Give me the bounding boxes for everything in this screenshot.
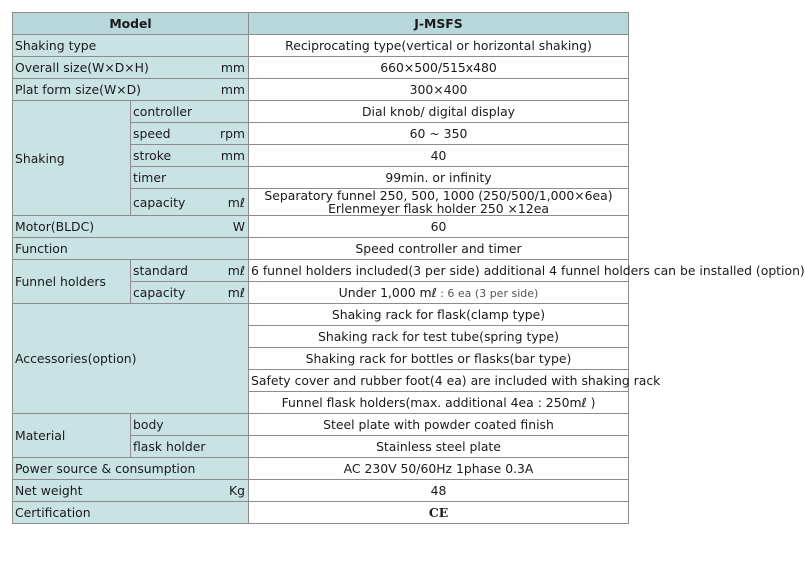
stroke-value: 40 [249, 145, 629, 167]
material-body-row [13, 414, 629, 436]
spec-table [12, 12, 805, 524]
shaking-capacity-label: capacity mℓ [131, 189, 249, 216]
platform-size-label: Plat form size(W×D) mm [13, 79, 249, 101]
certification-value: CE [249, 502, 629, 524]
material-body-value: Steel plate with powder coated finish [249, 414, 629, 436]
model-value: J-MSFS [249, 13, 629, 35]
function-row [13, 238, 629, 260]
shaking-capacity-value: Separatory funnel 250, 500, 1000 (250/500/1,000×6ea) Erlenmeyer flask holder 250 ×12ea [249, 189, 629, 216]
shaking-controller-row [13, 101, 629, 123]
shaking-type-value: Reciprocating type(vertical or horizontal shaking) [249, 35, 629, 57]
shaking-group-label: Shaking [13, 101, 131, 216]
overall-size-label: Overall size(W×D×H) mm [13, 57, 249, 79]
accessory-item: Shaking rack for bottles or flasks(bar type) [249, 348, 629, 370]
certification-label: Certification [13, 502, 249, 524]
controller-value: Dial knob/ digital display [249, 101, 629, 123]
shaking-capacity-unit: mℓ [227, 194, 245, 210]
motor-label: Motor(BLDC) W [13, 216, 249, 238]
material-flask-holder-label: flask holder [131, 436, 249, 458]
net-weight-row [13, 480, 629, 502]
funnel-capacity-value: Under 1,000 mℓ : 6 ea (3 per side) [249, 282, 629, 304]
accessory-item: Shaking rack for test tube(spring type) [249, 326, 629, 348]
accessory-row [13, 304, 629, 326]
funnel-holders-label: Funnel holders [13, 260, 131, 304]
overall-size-unit: mm [220, 60, 245, 75]
platform-size-unit: mm [220, 82, 245, 97]
accessories-label: Accessories(option) [13, 304, 249, 414]
header-row [13, 13, 629, 35]
material-label: Material [13, 414, 131, 458]
stroke-label: stroke mm [131, 145, 249, 167]
function-label: Function [13, 238, 249, 260]
power-row [13, 458, 629, 480]
platform-size-row [13, 79, 629, 101]
overall-size-value: 660×500/515x480 [249, 57, 629, 79]
accessory-item: Funnel flask holders(max. additional 4ea : 250mℓ ) [249, 392, 629, 414]
function-value: Speed controller and timer [249, 238, 629, 260]
speed-value: 60 ~ 350 [249, 123, 629, 145]
funnel-standard-unit: mℓ [227, 263, 245, 278]
funnel-capacity-unit: mℓ [227, 285, 245, 300]
funnel-standard-row [13, 260, 629, 282]
shaking-type-row [13, 35, 629, 57]
certification-row [13, 502, 629, 524]
net-weight-value: 48 [249, 480, 629, 502]
controller-label: controller [131, 101, 249, 123]
platform-size-value: 300×400 [249, 79, 629, 101]
funnel-capacity-label: capacity mℓ [131, 282, 249, 304]
funnel-standard-value: 6 funnel holders included(3 per side) additional 4 funnel holders can be installed (option) [249, 260, 629, 282]
shaking-type-label: Shaking type [13, 35, 249, 57]
net-weight-unit: Kg [229, 483, 245, 498]
net-weight-label: Net weight Kg [13, 480, 249, 502]
funnel-standard-label: standard mℓ [131, 260, 249, 282]
power-value: AC 230V 50/60Hz 1phase 0.3A [249, 458, 629, 480]
motor-unit: W [232, 219, 245, 234]
speed-unit: rpm [219, 126, 245, 141]
spec-table-container [12, 12, 805, 524]
motor-row [13, 216, 629, 238]
timer-label: timer [131, 167, 249, 189]
timer-value: 99min. or infinity [249, 167, 629, 189]
overall-size-row [13, 57, 629, 79]
accessory-item: Safety cover and rubber foot(4 ea) are included with shaking rack [249, 370, 629, 392]
material-body-label: body [131, 414, 249, 436]
motor-value: 60 [249, 216, 629, 238]
stroke-unit: mm [220, 148, 245, 163]
model-header: Model [13, 13, 249, 35]
power-label: Power source & consumption [13, 458, 249, 480]
material-flask-holder-value: Stainless steel plate [249, 436, 629, 458]
accessory-item: Shaking rack for flask(clamp type) [249, 304, 629, 326]
speed-label: speed rpm [131, 123, 249, 145]
